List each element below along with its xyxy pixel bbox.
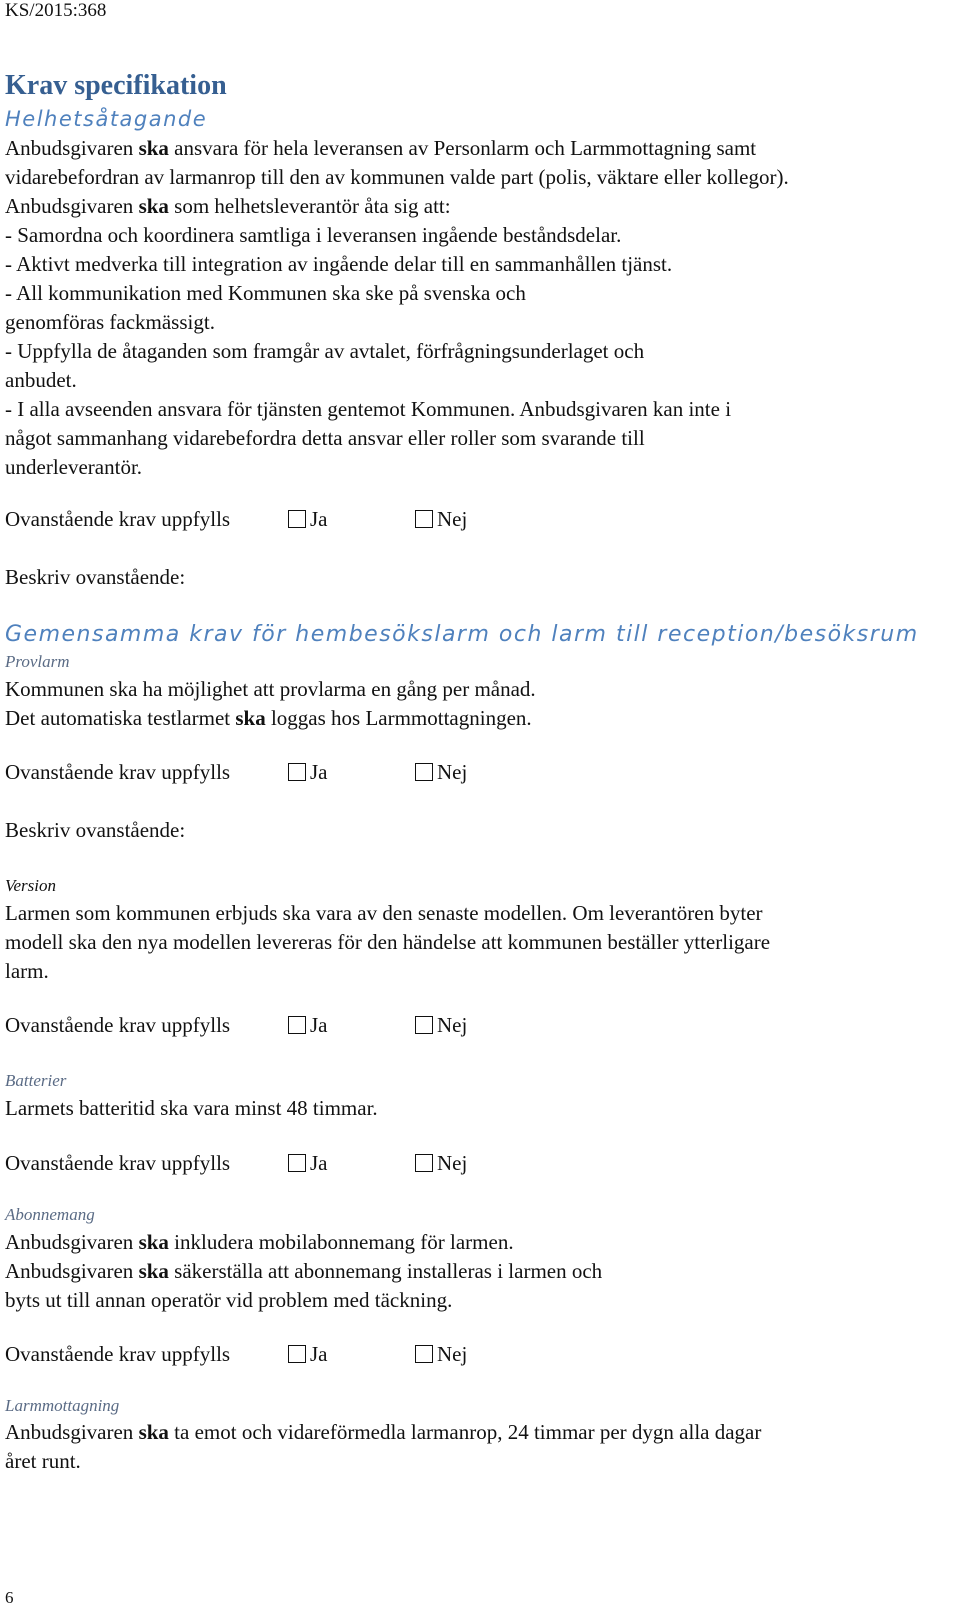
list-item-continued: något sammanhang vidarebefordra detta ansvar eller roller som svarande till [5,426,645,450]
checkbox-yes[interactable] [288,510,306,528]
requirement-row-1 [5,507,505,532]
option-yes-label: Ja [310,1342,328,1366]
paragraph-line: byts ut till annan operatör vid problem med täckning. [5,1288,453,1312]
section-abonnemang-text [5,1228,602,1315]
text-run: Anbudsgivaren [5,194,139,218]
subheading-batterier: Batterier [5,1071,67,1090]
option-yes-label: Ja [310,507,328,531]
option-yes[interactable] [288,507,328,532]
requirement-row-4 [5,1151,505,1176]
emphasis-ska: ska [138,1259,169,1283]
option-yes[interactable] [288,1013,328,1038]
option-yes-label: Ja [310,1013,328,1037]
emphasis-ska: ska [138,136,169,160]
option-no[interactable] [415,1151,467,1176]
option-no[interactable] [415,760,467,785]
checkbox-yes[interactable] [288,1154,306,1172]
requirement-row-2 [5,760,505,785]
checkbox-no[interactable] [415,763,433,781]
text-run: säkerställa att abonnemang installeras i larmen och [168,1259,603,1283]
text-run: som helhetsleverantör åta sig att: [168,194,451,218]
option-yes-label: Ja [310,1151,328,1175]
option-no-label: Nej [437,760,468,784]
text-run: Det automatiska testlarmet [5,706,236,730]
document-reference: KS/2015:368 [5,0,107,21]
paragraph-line [5,192,789,221]
section-batterier-text [5,1094,378,1123]
option-yes[interactable] [288,1151,328,1176]
section-larmmottagning-text [5,1418,761,1476]
paragraph-line: Larmen som kommunen erbjuds ska vara av den senaste modellen. Om leverantören byter [5,901,763,925]
section-provlarm-text [5,675,536,733]
page-title: Krav specifikation [5,70,227,101]
requirement-row-5 [5,1342,505,1367]
list-item-continued: anbudet. [5,368,77,392]
list-item: - All kommunikation med Kommunen ska ske på svenska och [5,281,526,305]
emphasis-ska: ska [138,194,169,218]
option-no[interactable] [415,1013,467,1038]
list-item-continued: underleverantör. [5,455,143,479]
list-item: - Aktivt medverka till integration av ingående delar till en sammanhållen tjänst. [5,252,673,276]
section-helhetsatagande-text [5,134,789,482]
paragraph-line: Kommunen ska ha möjlighet att provlarma en gång per månad. [5,677,536,701]
option-yes[interactable] [288,760,328,785]
paragraph-line: modell ska den nya modellen levereras för den händelse att kommunen beställer ytterligare [5,930,771,954]
checkbox-no[interactable] [415,1345,433,1363]
paragraph-line: Larmets batteritid ska vara minst 48 timmar. [5,1096,378,1120]
heading-gemensamma-krav: Gemensamma krav för hembesökslarm och larm till reception/besöksrum [5,622,919,647]
option-no[interactable] [415,507,467,532]
paragraph-line: larm. [5,959,49,983]
page-number: 6 [5,1588,14,1607]
option-no-label: Nej [437,1013,468,1037]
option-no-label: Nej [437,1151,468,1175]
text-run: loggas hos Larmmottagningen. [265,706,532,730]
checkbox-no[interactable] [415,1154,433,1172]
text-run: ansvara för hela leveransen av Personlarm och Larmmottagning samt [168,136,757,160]
paragraph-line [5,1228,602,1257]
requirement-label: Ovanstående krav uppfylls [5,760,231,784]
option-yes-label: Ja [310,760,328,784]
paragraph-line: året runt. [5,1449,81,1473]
subheading-provlarm: Provlarm [5,652,70,671]
text-run: Anbudsgivaren [5,136,139,160]
requirement-row-3 [5,1013,505,1038]
describe-label: Beskriv ovanstående: [5,818,186,842]
subheading-abonnemang: Abonnemang [5,1205,95,1224]
option-yes[interactable] [288,1342,328,1367]
option-no-label: Nej [437,507,468,531]
checkbox-yes[interactable] [288,763,306,781]
text-run: inkludera mobilabonnemang för larmen. [168,1230,514,1254]
text-run: Anbudsgivaren [5,1230,139,1254]
paragraph-line [5,704,536,733]
describe-label: Beskriv ovanstående: [5,565,186,589]
subheading-version: Version [5,876,56,895]
paragraph-line: vidarebefordran av larmanrop till den av kommunen valde part (polis, väktare eller kollegor). [5,165,789,189]
requirement-label: Ovanstående krav uppfylls [5,507,231,531]
emphasis-ska: ska [235,706,266,730]
requirement-label: Ovanstående krav uppfylls [5,1013,231,1037]
section-version-text [5,899,770,986]
emphasis-ska: ska [138,1230,169,1254]
text-run: Anbudsgivaren [5,1420,139,1444]
checkbox-yes[interactable] [288,1345,306,1363]
emphasis-ska: ska [138,1420,169,1444]
paragraph-line [5,134,789,163]
paragraph-line [5,1418,761,1447]
requirement-label: Ovanstående krav uppfylls [5,1151,231,1175]
requirement-label: Ovanstående krav uppfylls [5,1342,231,1366]
heading-helhetsatagande: Helhetsåtagande [5,107,208,131]
checkbox-no[interactable] [415,1016,433,1034]
checkbox-no[interactable] [415,510,433,528]
list-item: - Uppfylla de åtaganden som framgår av avtalet, förfrågningsunderlaget och [5,339,645,363]
list-item: - I alla avseenden ansvara för tjänsten gentemot Kommunen. Anbudsgivaren kan inte i [5,397,732,421]
paragraph-line [5,1257,602,1286]
list-item: - Samordna och koordinera samtliga i leveransen ingående beståndsdelar. [5,223,622,247]
text-run: Anbudsgivaren [5,1259,139,1283]
list-item-continued: genomföras fackmässigt. [5,310,215,334]
option-no[interactable] [415,1342,467,1367]
option-no-label: Nej [437,1342,468,1366]
checkbox-yes[interactable] [288,1016,306,1034]
subheading-larmmottagning: Larmmottagning [5,1396,120,1415]
text-run: ta emot och vidareförmedla larmanrop, 24 timmar per dygn alla dagar [168,1420,762,1444]
